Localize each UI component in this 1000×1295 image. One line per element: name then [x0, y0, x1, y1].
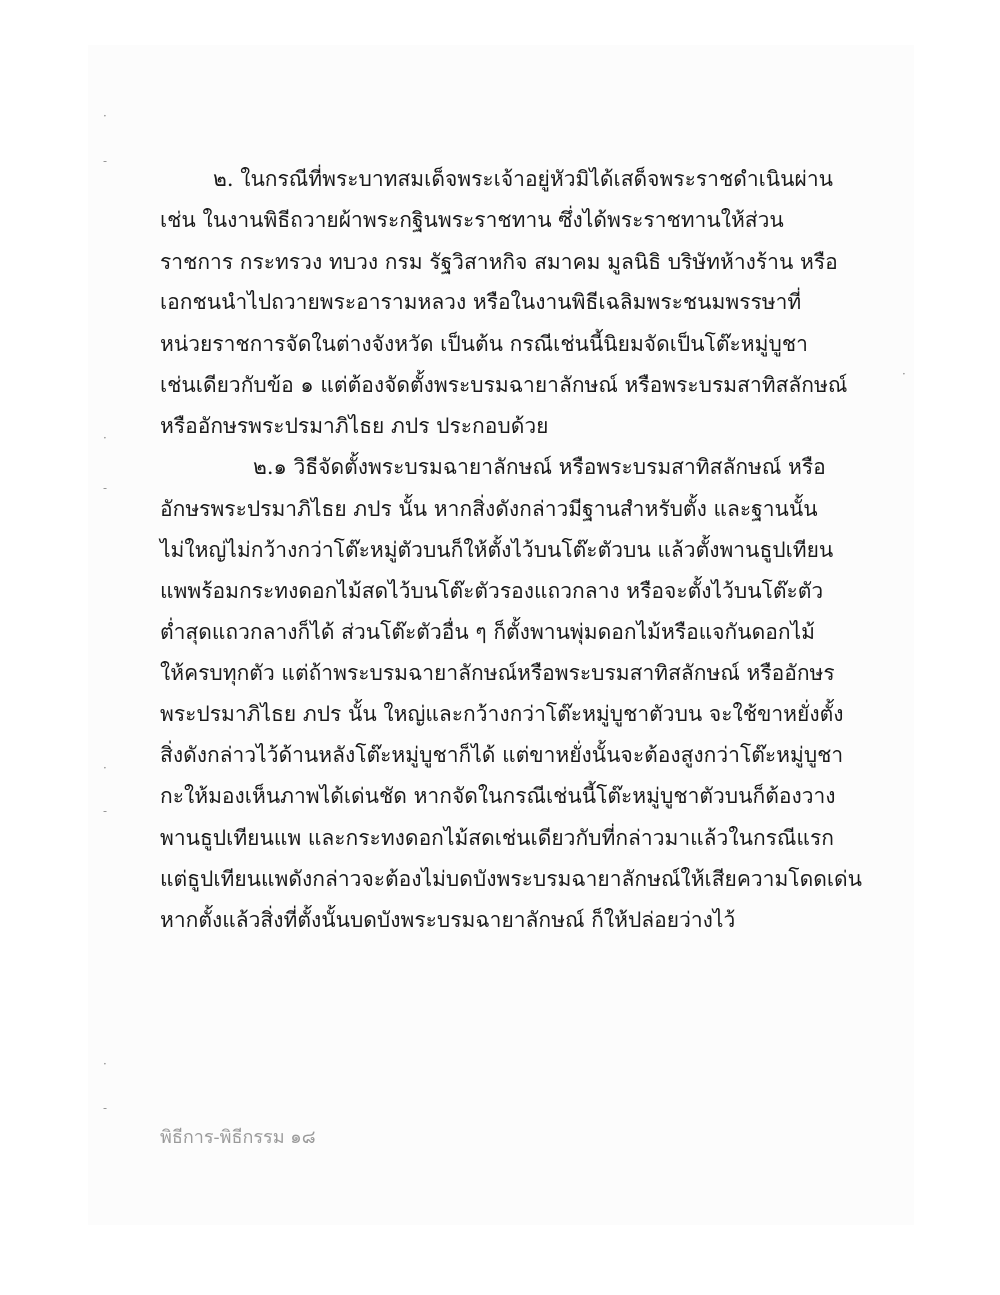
- text-line: อักษรพระปรมาภิไธย ภปร นั้น หากสิ่งดังกล่าวมีฐานสำหรับตั้ง และฐานนั้น: [160, 497, 818, 521]
- text-line: เอกชนนำไปถวายพระอารามหลวง หรือในงานพิธีเฉลิมพระชนมพรรษาที่: [160, 290, 802, 314]
- scan-speck: ·: [103, 109, 107, 123]
- text-line: ๒.๑ วิธีจัดตั้งพระบรมฉายาลักษณ์ หรือพระบรมสาทิสลักษณ์ หรือ: [253, 455, 826, 479]
- text-line: กะให้มองเห็นภาพได้เด่นชัด หากจัดในกรณีเช่นนี้โต๊ะหมู่บูชาตัวบนก็ต้องวาง: [160, 784, 836, 808]
- text-line: หรืออักษรพระปรมาภิไธย ภปร ประกอบด้วย: [160, 414, 549, 438]
- scan-speck: ‐: [103, 804, 108, 818]
- scan-speck: ·: [103, 761, 107, 775]
- text-line: ไม่ใหญ่ไม่กว้างกว่าโต๊ะหมู่ตัวบนก็ให้ตั้งไว้บนโต๊ะตัวบน แล้วตั้งพานธูปเทียน: [160, 538, 834, 562]
- scan-speck: ‐: [103, 1101, 108, 1115]
- text-line: ๒. ในกรณีที่พระบาทสมเด็จพระเจ้าอยู่หัวมิได้เสด็จพระราชดำเนินผ่าน: [213, 167, 833, 191]
- text-line: แพพร้อมกระทงดอกไม้สดไว้บนโต๊ะตัวรองแถวกลาง หรือจะตั้งไว้บนโต๊ะตัว: [160, 579, 824, 603]
- text-line: หากตั้งแล้วสิ่งที่ตั้งนั้นบดบังพระบรมฉายาลักษณ์ ก็ให้ปล่อยว่างไว้: [160, 908, 736, 932]
- text-line: ราชการ กระทรวง ทบวง กรม รัฐวิสาหกิจ สมาคม มูลนิธิ บริษัทห้างร้าน หรือ: [160, 250, 838, 274]
- scan-speck: ‐: [103, 154, 108, 168]
- text-line: ต่ำสุดแถวกลางก็ได้ ส่วนโต๊ะตัวอื่น ๆ ก็ตั้งพานพุ่มดอกไม้หรือแจกันดอกไม้: [160, 620, 815, 644]
- scan-speck: ·: [902, 367, 906, 381]
- text-line: แต่ธูปเทียนแพดังกล่าวจะต้องไม่บดบังพระบรมฉายาลักษณ์ให้เสียความโดดเด่น: [160, 867, 863, 891]
- text-line: สิ่งดังกล่าวไว้ด้านหลังโต๊ะหมู่บูชาก็ได้ แต่ขาหยั่งนั้นจะต้องสูงกว่าโต๊ะหมู่บูชา: [160, 743, 844, 767]
- scan-speck: ·: [103, 431, 107, 445]
- text-line: ให้ครบทุกตัว แต่ถ้าพระบรมฉายาลักษณ์หรือพระบรมสาทิสลักษณ์ หรืออักษร: [160, 661, 835, 685]
- page-footer: พิธีการ-พิธีกรรม ๑๘: [160, 1127, 316, 1148]
- text-line: หน่วยราชการจัดในต่างจังหวัด เป็นต้น กรณีเช่นนี้นิยมจัดเป็นโต๊ะหมู่บูชา: [160, 332, 808, 356]
- scan-speck: ·: [103, 1057, 107, 1071]
- text-line: พระปรมาภิไธย ภปร นั้น ใหญ่และกว้างกว่าโต๊ะหมู่บูชาตัวบน จะใช้ขาหยั่งตั้ง: [160, 702, 844, 726]
- text-line: เช่น ในงานพิธีถวายผ้าพระกฐินพระราชทาน ซึ่งได้พระราชทานให้ส่วน: [160, 208, 784, 232]
- text-line: พานธูปเทียนแพ และกระทงดอกไม้สดเช่นเดียวกับที่กล่าวมาแล้วในกรณีแรก: [160, 826, 834, 850]
- scan-speck: ‐: [103, 481, 108, 495]
- text-line: เช่นเดียวกับข้อ ๑ แต่ต้องจัดตั้งพระบรมฉายาลักษณ์ หรือพระบรมสาทิสลักษณ์: [160, 373, 848, 397]
